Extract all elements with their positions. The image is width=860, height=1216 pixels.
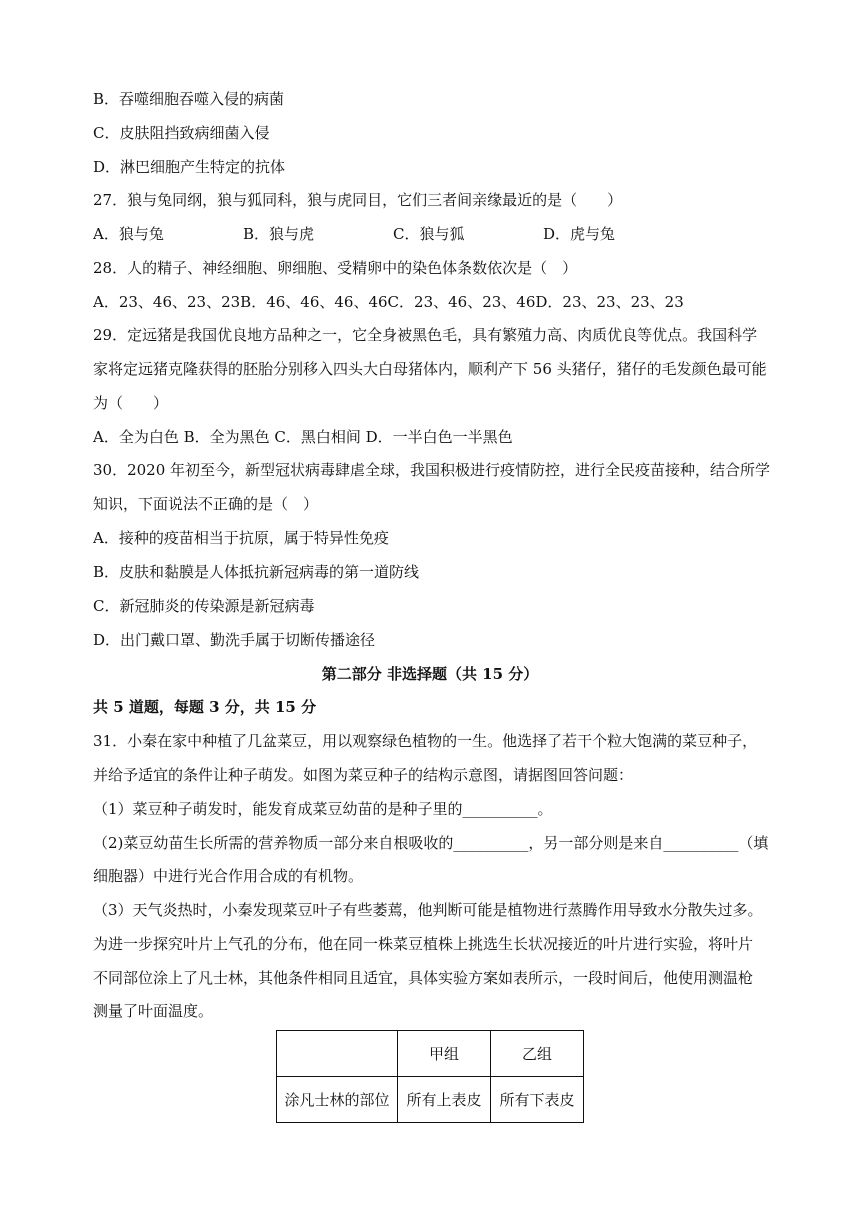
question-31-part3-line1: （3）天气炎热时，小秦发现菜豆叶子有些萎蔫，他判断可能是植物进行蒸腾作用导致水分散失过多。: [93, 901, 763, 919]
table-row: [277, 1077, 584, 1123]
question-31-part1: （1）菜豆种子萌发时，能发育成菜豆幼苗的是种子里的__________。: [93, 800, 553, 818]
question-30-line1: 30．2020 年初至今，新型冠状病毒肆虐全球，我国积极进行疫情防控，进行全民疫苗接种，结合所学: [93, 461, 771, 479]
experiment-table: [276, 1030, 584, 1123]
question-31-line1: 31．小秦在家中种植了几盆菜豆，用以观察绿色植物的一生。他选择了若干个粒大饱满的菜豆种子，: [93, 732, 758, 750]
question-28: 28．人的精子、神经细胞、卵细胞、受精卵中的染色体条数依次是（ ）: [93, 259, 578, 277]
table-header-row: [277, 1031, 584, 1077]
table-header-cell: 乙组: [491, 1031, 584, 1077]
line-d-lymphocyte: D．淋巴细胞产生特定的抗体: [93, 158, 286, 176]
option-a: A．狼与兔: [93, 225, 164, 243]
question-30-line2: 知识，下面说法不正确的是（ ）: [93, 495, 319, 513]
table-header-cell: 甲组: [398, 1031, 491, 1077]
question-29-line2: 家将定远猪克隆获得的胚胎分别移入四头大白母猪体内，顺利产下 56 头猪仔，猪仔的毛发颜色最可能: [93, 360, 767, 378]
line-c-skin: C．皮肤阻挡致病细菌入侵: [93, 124, 270, 142]
question-29-line3: 为（ ）: [93, 394, 169, 412]
question-27: 27．狼与兔同纲，狼与狐同科，狼与虎同目，它们三者间亲缘最近的是（ ）: [93, 191, 623, 209]
question-31-part3-line2: 为进一步探究叶片上气孔的分布，他在同一株菜豆植株上挑选生长状况接近的叶片进行实验，将叶片: [93, 935, 754, 953]
table-cell: 涂凡士林的部位: [277, 1077, 398, 1123]
question-30-option-a: A．接种的疫苗相当于抗原，属于特异性免疫: [93, 529, 389, 547]
question-30-option-b: B．皮肤和黏膜是人体抵抗新冠病毒的第一道防线: [93, 563, 420, 581]
question-29-line1: 29．定远猪是我国优良地方品种之一，它全身被黑色毛，具有繁殖力高、肉质优良等优点。我国科学: [93, 326, 758, 344]
table-cell: 所有上表皮: [398, 1077, 491, 1123]
question-27-options: [93, 224, 793, 244]
question-31-part2-line1: （2)菜豆幼苗生长所需的营养物质一部分来自根吸收的__________，另一部分则是来自__________（填: [93, 834, 769, 852]
table-header-cell: [277, 1031, 398, 1077]
question-30-option-d: D．出门戴口罩、勤洗手属于切断传播途径: [93, 631, 376, 649]
line-b-phagocyte: B．吞噬细胞吞噬入侵的病菌: [93, 90, 285, 108]
question-31-part2-line2: 细胞器）中进行光合作用合成的有机物。: [93, 867, 364, 885]
table-cell: 所有下表皮: [491, 1077, 584, 1123]
question-31-part3-line3: 不同部位涂上了凡士林，其他条件相同且适宜，具体实验方案如表所示，一段时间后，他使用测温枪: [93, 969, 754, 987]
section-instructions: 共 5 道题，每题 3 分，共 15 分: [93, 698, 317, 716]
option-b: B．狼与虎: [243, 225, 315, 243]
section-heading: 第二部分 非选择题（共 15 分）: [321, 665, 539, 683]
question-31-line2: 并给予适宜的条件让种子萌发。如图为菜豆种子的结构示意图，请据图回答问题：: [93, 766, 634, 784]
option-c: C．狼与狐: [393, 225, 465, 243]
question-29-options: A．全为白色 B．全为黑色 C．黑白相间 D．一半白色一半黑色: [93, 428, 513, 446]
question-30-option-c: C．新冠肺炎的传染源是新冠病毒: [93, 597, 315, 615]
question-28-options: A．23、46、23、23B．46、46、46、46C．23、46、23、46D．23、23、23、23: [93, 293, 684, 311]
option-d: D．虎与兔: [543, 225, 616, 243]
question-31-part3-line4: 测量了叶面温度。: [93, 1002, 214, 1020]
